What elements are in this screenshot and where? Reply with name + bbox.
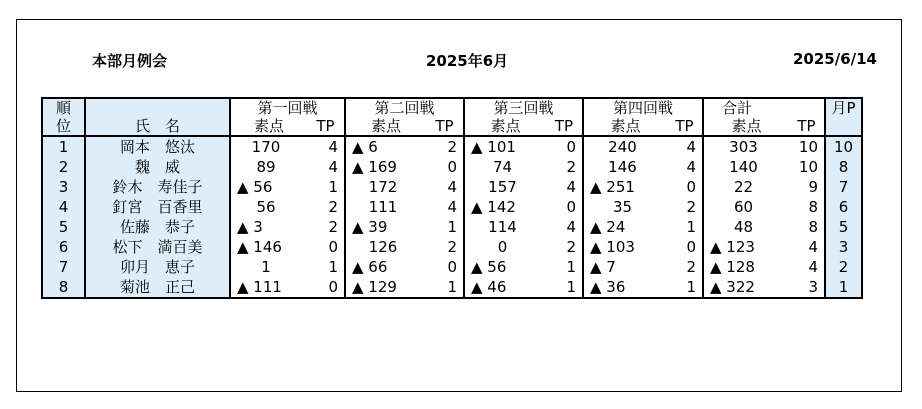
total-score: ▲ 128 <box>703 257 789 277</box>
monthp-header-bottom <box>825 117 862 136</box>
score-header: 素点 <box>703 117 789 136</box>
tp-header: TP <box>789 117 825 136</box>
table-row <box>42 177 862 197</box>
rank-cell: 6 <box>42 237 85 257</box>
round3-tp: 0 <box>566 198 576 216</box>
name-header: 氏 名 <box>85 117 230 136</box>
rank-cell: 1 <box>42 136 85 157</box>
round3-tp: 2 <box>566 238 576 256</box>
name-header-top <box>85 98 230 117</box>
round1-tp: 2 <box>328 218 338 236</box>
total-tp: 4 <box>808 258 818 276</box>
score-header: 素点 <box>345 117 426 136</box>
round2-tp: 1 <box>426 277 464 298</box>
round3-score: 157 <box>464 177 546 197</box>
round4-score: ▲ 24 <box>583 217 667 237</box>
player-name: 岡本 悠汰 <box>85 136 230 157</box>
round1-tp: 4 <box>328 138 338 156</box>
round4-tp: 0 <box>686 178 696 196</box>
round1-score: ▲ 146 <box>237 238 282 256</box>
table-row <box>42 157 862 177</box>
round2-score: 126 <box>345 237 426 257</box>
round3-tp: 2 <box>566 158 576 176</box>
tp-header: TP <box>546 117 583 136</box>
round4-score: 240 <box>583 136 667 157</box>
round3-score: ▲ 56 <box>464 257 546 277</box>
rank-cell: 4 <box>42 197 85 217</box>
round4-score: ▲ 251 <box>583 177 667 197</box>
round1-tp: 1 <box>328 178 338 196</box>
total-tp: 9 <box>808 178 818 196</box>
round1-score: ▲ 111 <box>230 277 307 298</box>
round4-tp: 4 <box>686 138 696 156</box>
total-score: 22 <box>703 177 789 197</box>
round4-tp: 1 <box>686 218 696 236</box>
round4-tp: 2 <box>686 258 696 276</box>
round1-score: ▲ 56 <box>237 178 273 196</box>
round3-tp: 1 <box>566 258 576 276</box>
round2-tp: 1 <box>447 218 457 236</box>
round2-tp: 2 <box>447 238 457 256</box>
rank-cell: 5 <box>42 217 85 237</box>
month-points: 2 <box>825 257 862 277</box>
round2-score: ▲ 6 <box>345 136 426 157</box>
total-header: 合計 <box>703 98 825 117</box>
player-name: 菊池 正己 <box>85 277 230 298</box>
round2-header: 第二回戦 <box>345 98 464 117</box>
total-score: ▲ 322 <box>703 277 789 298</box>
month-points: 5 <box>825 217 862 237</box>
total-tp: 4 <box>808 238 818 256</box>
round2-tp: 2 <box>447 138 457 156</box>
rank-cell: 8 <box>42 277 85 298</box>
total-score: 303 <box>703 136 789 157</box>
round2-score: ▲ 169 <box>345 157 426 177</box>
monthp-header: 月P <box>825 98 862 117</box>
results-table <box>41 97 863 299</box>
round4-score: 146 <box>583 157 667 177</box>
rank-cell: 2 <box>42 157 85 177</box>
player-name: 釘宮 百香里 <box>85 197 230 217</box>
score-header: 素点 <box>583 117 667 136</box>
event-title: 本部月例会 <box>92 52 168 70</box>
round1-tp: 2 <box>328 198 338 216</box>
round4-score: ▲ 7 <box>583 257 667 277</box>
round3-tp: 4 <box>566 218 576 236</box>
score-header: 素点 <box>230 117 307 136</box>
round3-score: 74 <box>464 157 546 177</box>
tp-header: TP <box>307 117 345 136</box>
player-name: 魏 威 <box>85 157 230 177</box>
tp-header: TP <box>667 117 703 136</box>
round4-tp: 4 <box>686 158 696 176</box>
total-tp: 10 <box>798 138 818 156</box>
month-points: 10 <box>825 136 862 157</box>
round1-tp: 4 <box>328 158 338 176</box>
player-name: 佐藤 恭子 <box>85 217 230 237</box>
month-points: 8 <box>825 157 862 177</box>
month-points: 1 <box>825 277 862 298</box>
round3-tp: 1 <box>546 277 583 298</box>
round2-score: ▲ 39 <box>345 217 426 237</box>
table-row <box>42 136 862 157</box>
rank-header-top: 順 <box>42 98 85 117</box>
round3-tp: 0 <box>566 138 576 156</box>
round4-tp: 1 <box>667 277 703 298</box>
round1-score: 170 <box>251 138 281 156</box>
round1-tp: 0 <box>328 238 338 256</box>
total-tp: 8 <box>808 198 818 216</box>
table-row <box>42 257 862 277</box>
total-score: ▲ 123 <box>703 237 789 257</box>
score-header: 素点 <box>464 117 546 136</box>
table-row <box>42 197 862 217</box>
round1-tp: 1 <box>328 258 338 276</box>
total-score: 48 <box>703 217 789 237</box>
round1-score: 1 <box>261 258 271 276</box>
round1-header: 第一回戦 <box>230 98 345 117</box>
round2-score: 111 <box>345 197 426 217</box>
round1-score: 89 <box>256 158 276 176</box>
table-row <box>42 277 862 298</box>
round4-score: ▲ 36 <box>583 277 667 298</box>
round2-tp: 0 <box>447 158 457 176</box>
round2-score: ▲ 129 <box>345 277 426 298</box>
rank-cell: 7 <box>42 257 85 277</box>
total-tp: 8 <box>808 218 818 236</box>
player-name: 松下 満百美 <box>85 237 230 257</box>
event-date: 2025/6/14 <box>792 50 877 68</box>
total-tp: 3 <box>789 277 825 298</box>
total-score: 140 <box>703 157 789 177</box>
rank-cell: 3 <box>42 177 85 197</box>
round1-score: 56 <box>256 198 276 216</box>
total-tp: 10 <box>798 158 818 176</box>
round1-tp: 0 <box>307 277 345 298</box>
month-points: 3 <box>825 237 862 257</box>
month-points: 6 <box>825 197 862 217</box>
tp-header: TP <box>426 117 464 136</box>
round3-score: ▲ 142 <box>464 197 546 217</box>
table-row <box>42 237 862 257</box>
rank-header-bottom: 位 <box>42 117 85 136</box>
round3-tp: 4 <box>566 178 576 196</box>
round3-score: 114 <box>464 217 546 237</box>
round4-score: ▲ 103 <box>583 237 667 257</box>
round4-header: 第四回戦 <box>583 98 703 117</box>
round3-score: ▲ 101 <box>464 136 546 157</box>
round2-tp: 4 <box>447 198 457 216</box>
round2-score: ▲ 66 <box>345 257 426 277</box>
total-score: 60 <box>703 197 789 217</box>
player-name: 鈴木 寿佳子 <box>85 177 230 197</box>
round2-tp: 4 <box>447 178 457 196</box>
round4-tp: 2 <box>686 198 696 216</box>
round3-header: 第三回戦 <box>464 98 583 117</box>
event-month: 2025年6月 <box>426 52 509 70</box>
round2-score: 172 <box>345 177 426 197</box>
round2-tp: 0 <box>447 258 457 276</box>
round4-score: 35 <box>583 197 667 217</box>
player-name: 卯月 恵子 <box>85 257 230 277</box>
table-row <box>42 217 862 237</box>
round4-tp: 0 <box>686 238 696 256</box>
round1-score: ▲ 3 <box>237 218 263 236</box>
month-points: 7 <box>825 177 862 197</box>
round3-score: ▲ 46 <box>464 277 546 298</box>
round3-score: 0 <box>464 237 546 257</box>
